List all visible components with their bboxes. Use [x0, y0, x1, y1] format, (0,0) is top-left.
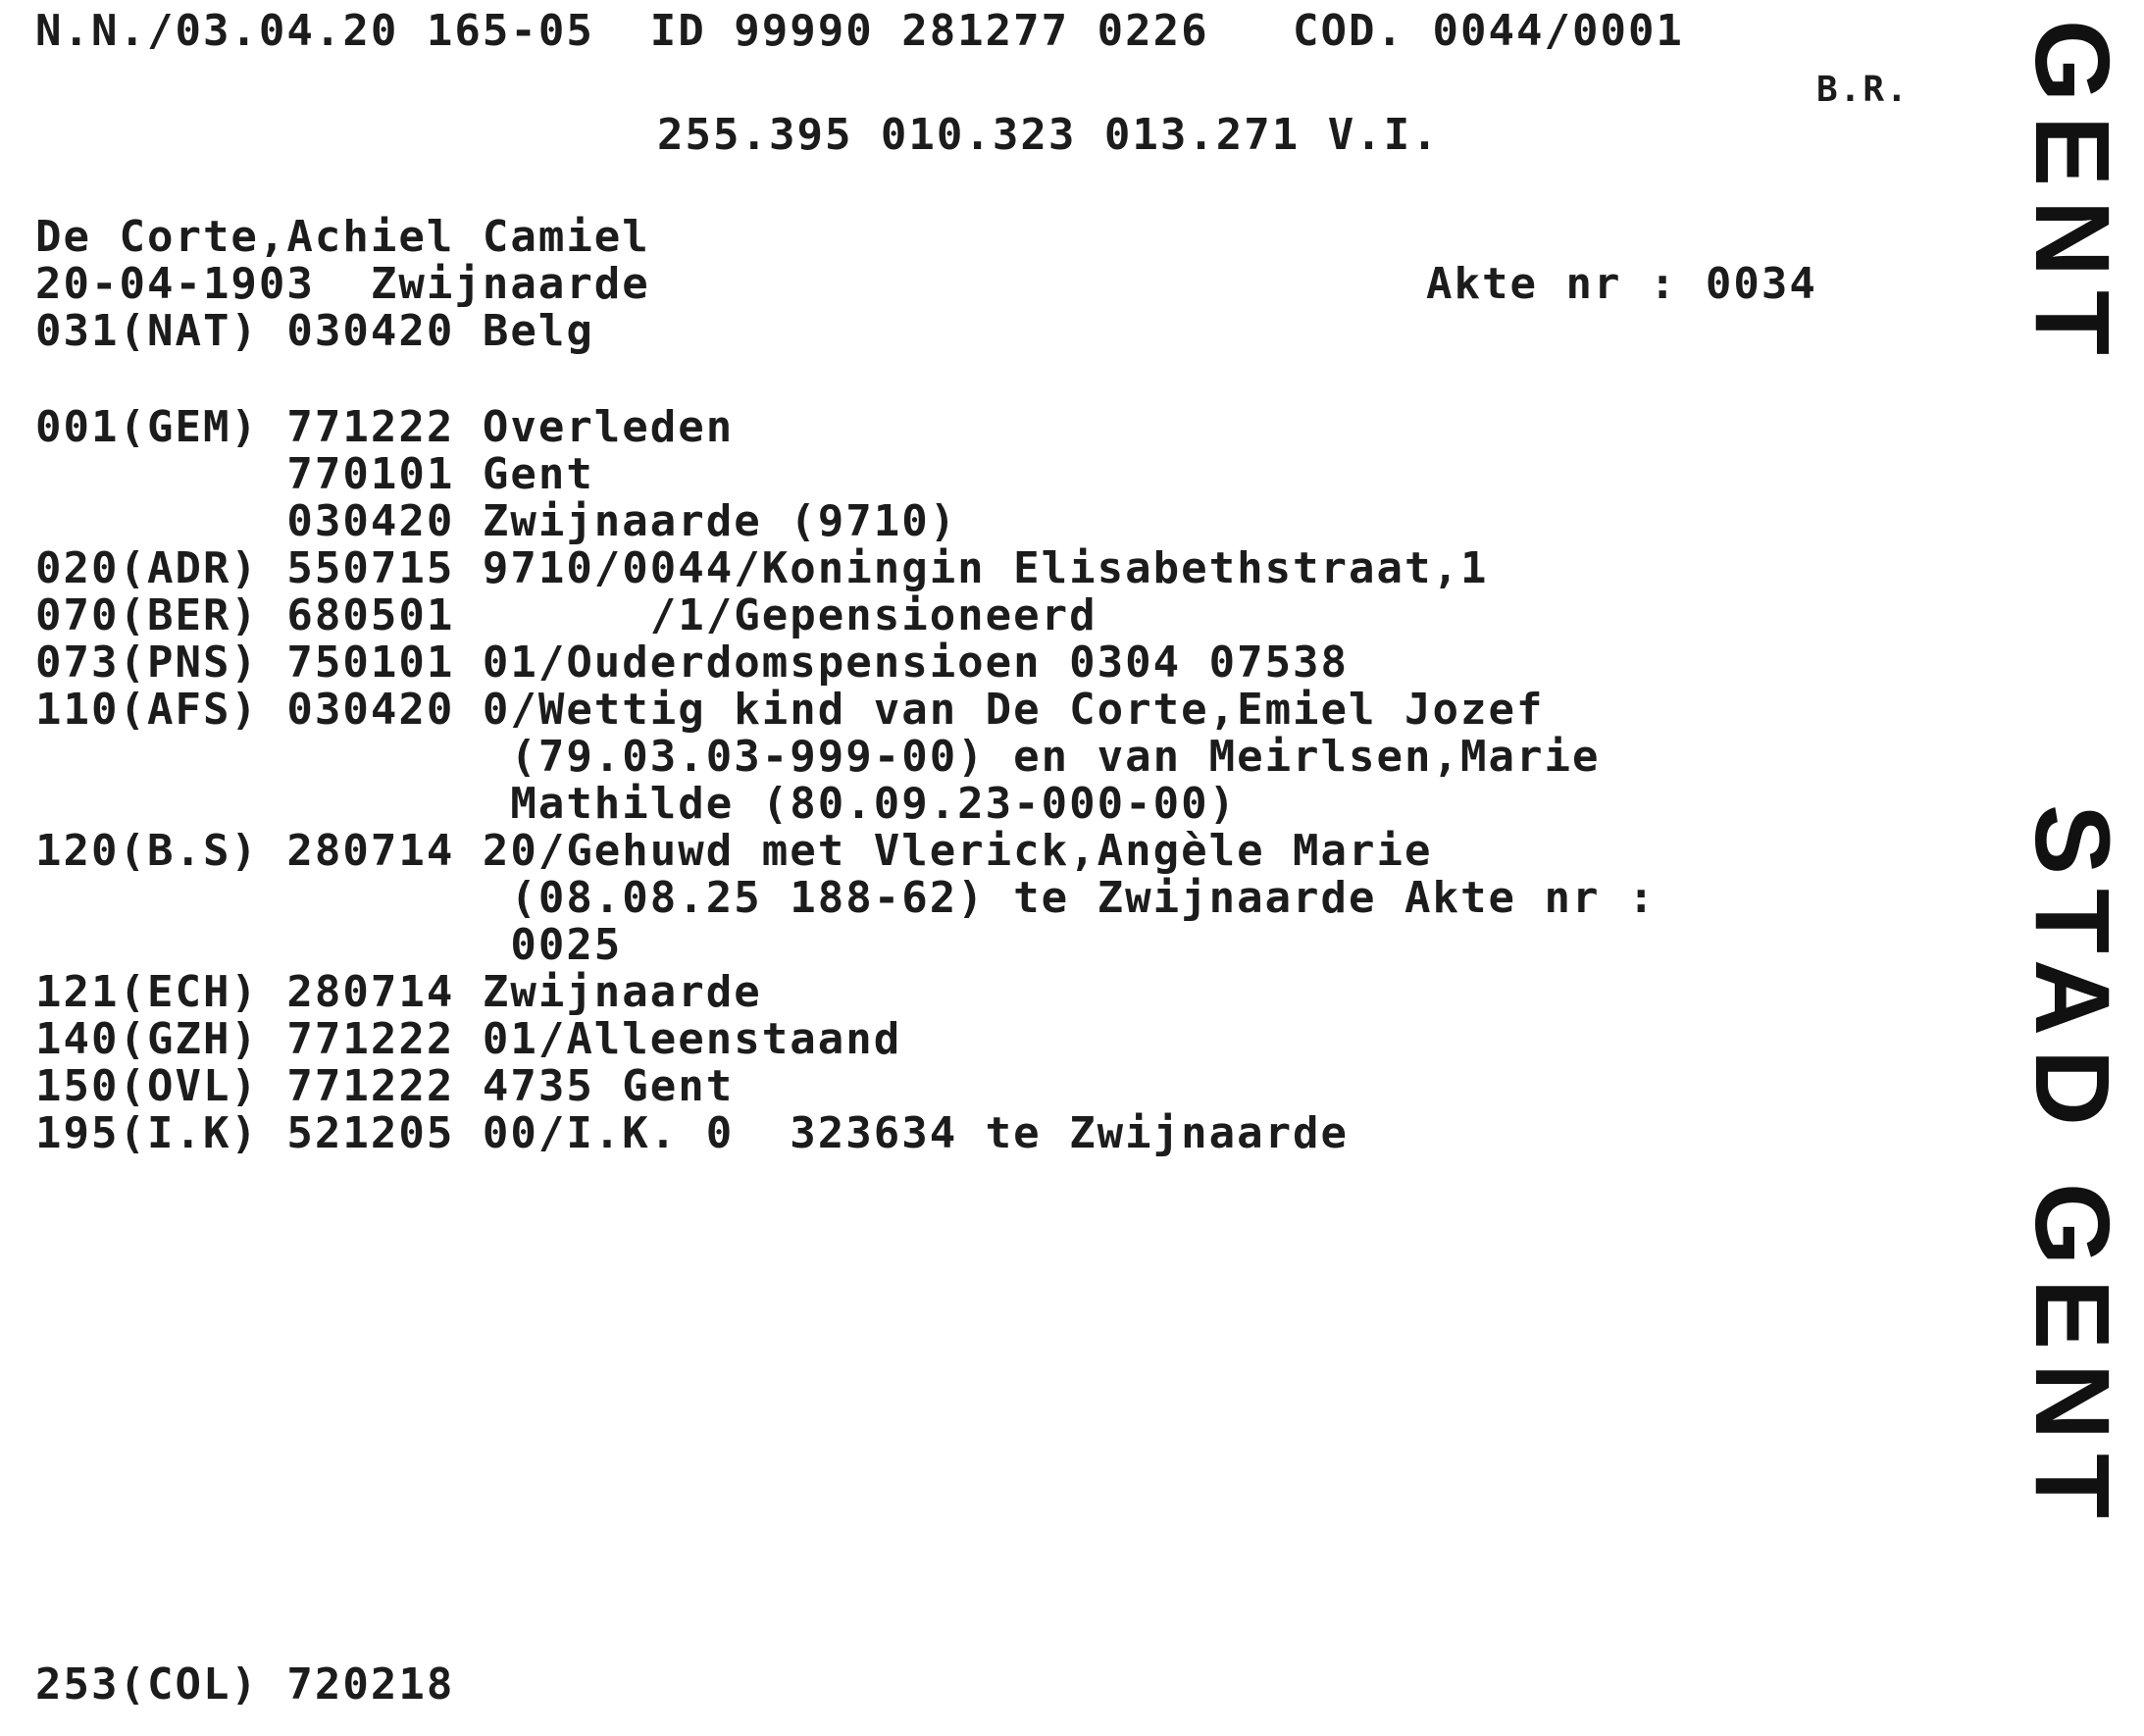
- record-line: 001(GEM) 771222 Overleden: [35, 402, 735, 452]
- stamp-gent-top: GENT: [2014, 20, 2132, 370]
- record-line: 195(I.K) 521205 00/I.K. 0 323634 te Zwijnaarde: [35, 1108, 1350, 1158]
- record-line: 070(BER) 680501 /1/Gepensioneerd: [35, 590, 1098, 640]
- akte-number: Akte nr : 0034: [1426, 259, 1817, 309]
- record-line: 121(ECH) 280714 Zwijnaarde: [35, 967, 762, 1017]
- person-name: De Corte,Achiel Camiel: [35, 212, 650, 262]
- record-line: 020(ADR) 550715 9710/0044/Koningin Elisabethstraat,1: [35, 543, 1489, 593]
- record-line: 110(AFS) 030420 0/Wettig kind van De Corte,Emiel Jozef: [35, 685, 1545, 735]
- record-line: (08.08.25 188-62) te Zwijnaarde Akte nr :: [35, 873, 1657, 923]
- record-line: 140(GZH) 771222 01/Alleenstaand: [35, 1014, 902, 1064]
- record-line: 073(PNS) 750101 01/Ouderdomspensioen 0304 07538: [35, 638, 1350, 688]
- record-line: 150(OVL) 771222 4735 Gent: [35, 1061, 735, 1111]
- record-line: 030420 Zwijnaarde (9710): [35, 496, 958, 546]
- record-line: 0025: [35, 920, 623, 970]
- record-line: 770101 Gent: [35, 449, 594, 499]
- header-line-1: N.N./03.04.20 165-05 ID 99990 281277 0226 COD. 0044/0001: [35, 6, 1684, 56]
- stamp-stad-gent: STAD GENT: [2014, 804, 2132, 1532]
- nationality-line: 031(NAT) 030420 Belg: [35, 306, 594, 356]
- record-line: Mathilde (80.09.23-000-00): [35, 779, 1238, 829]
- header-line-2: 255.395 010.323 013.271 V.I.: [657, 110, 1440, 160]
- header-br: B.R.: [1816, 70, 1910, 110]
- person-birth: 20-04-1903 Zwijnaarde: [35, 259, 650, 309]
- footer-line: 253(COL) 720218: [35, 1659, 455, 1710]
- record-line: (79.03.03-999-00) en van Meirlsen,Marie: [35, 732, 1601, 782]
- record-line: 120(B.S) 280714 20/Gehuwd met Vlerick,Angèle Marie: [35, 826, 1433, 876]
